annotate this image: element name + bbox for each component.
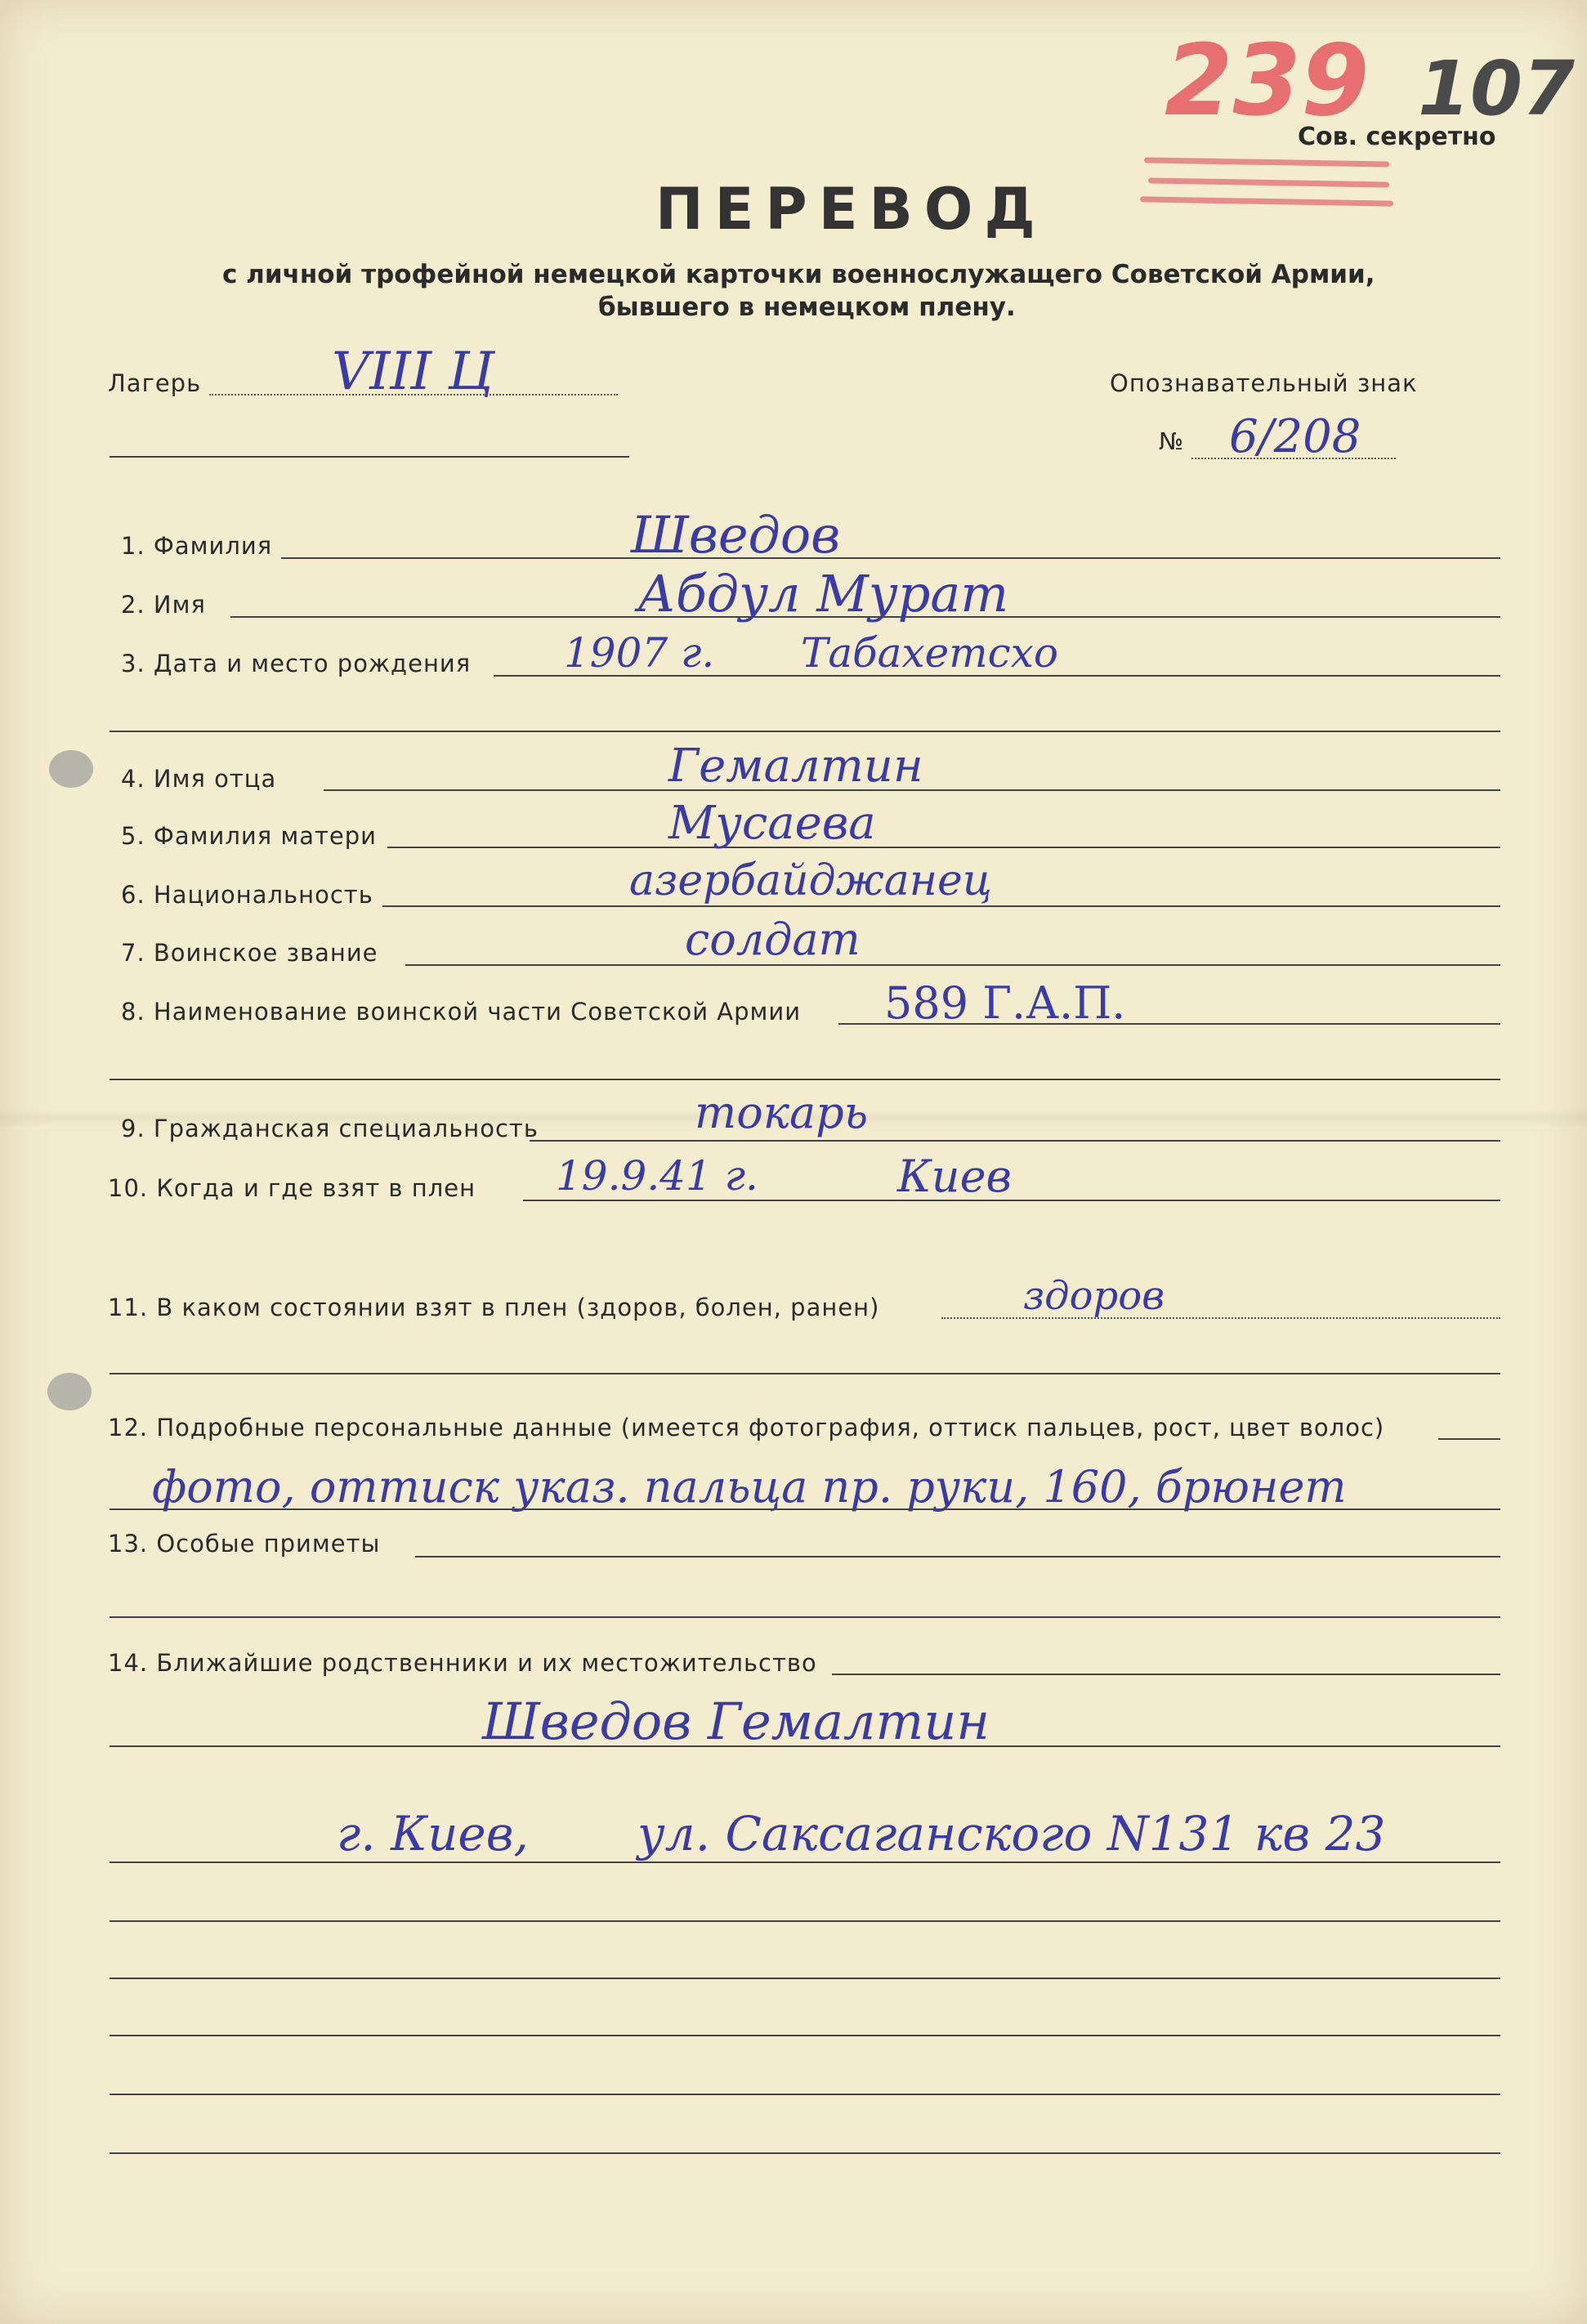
field-14-relative-name: Шведов Гемалтин	[482, 1692, 990, 1751]
archive-number-pencil: 107	[1418, 45, 1576, 132]
field-3-label: 3. Дата и место рождения	[121, 650, 472, 677]
field-6-label: 6. Национальность	[121, 881, 373, 909]
field-3-date: 1907 г.	[564, 629, 715, 677]
field-1-label: 1. Фамилия	[121, 532, 273, 560]
punch-hole-bottom	[47, 1373, 92, 1410]
field-13-line-2	[110, 1616, 1500, 1618]
camp-value: VIII Ц	[332, 342, 494, 402]
id-tag-number-prefix: №	[1159, 427, 1185, 455]
id-tag-value: 6/208	[1229, 410, 1361, 463]
field-1-line	[281, 557, 1500, 559]
field-9-label: 9. Гражданская специальность	[121, 1115, 539, 1142]
field-14-line-6	[110, 2035, 1500, 2036]
field-8-label: 8. Наименование воинской части Советской Армии	[121, 998, 802, 1026]
field-11-line-2	[110, 1373, 1500, 1374]
field-3-place: Табахетсхо	[801, 629, 1058, 677]
field-4-label: 4. Имя отца	[121, 765, 277, 793]
field-7-label: 7. Воинское звание	[121, 939, 378, 967]
field-14-address-city: г. Киев,	[337, 1806, 529, 1861]
field-14-label: 14. Ближайшие родственники и их местожительство	[108, 1649, 817, 1677]
field-13-line	[415, 1556, 1500, 1558]
field-12-value: фото, оттиск указ. пальца пр. руки, 160, брюнет	[152, 1461, 1347, 1513]
red-underline-3	[1140, 196, 1393, 206]
field-6-line	[382, 905, 1500, 907]
subtitle-line-2: бывшего в немецком плену.	[598, 293, 1016, 322]
red-underline-2	[1148, 177, 1389, 187]
field-9-value: токарь	[695, 1087, 869, 1138]
page-title: ПЕРЕВОД	[655, 176, 1047, 243]
field-14-line-8	[110, 2152, 1500, 2154]
field-14-line	[832, 1674, 1500, 1675]
field-5-line	[387, 847, 1500, 848]
secrecy-stamp: Сов. секретно	[1298, 123, 1496, 151]
field-10-place: Киев	[897, 1151, 1012, 1202]
field-7-value: солдат	[685, 914, 861, 965]
field-7-line	[405, 964, 1500, 966]
field-11-value: здоров	[1023, 1273, 1165, 1319]
field-12-line	[1438, 1438, 1500, 1440]
subtitle-line-1: с личной трофейной немецкой карточки военнослужащего Советской Армии,	[222, 260, 1375, 289]
field-14-line-7	[110, 2094, 1500, 2095]
camp-line-2	[110, 456, 629, 458]
camp-label: Лагерь	[108, 369, 202, 397]
archive-number-red: 239	[1165, 25, 1370, 138]
field-11-label: 11. В каком состоянии взят в плен (здоров, болен, ранен)	[108, 1294, 880, 1321]
field-2-value: Абдул Мурат	[637, 564, 1009, 623]
field-5-value: Мусаева	[668, 797, 876, 850]
id-tag-label: Опознавательный знак	[1110, 369, 1418, 397]
field-8-line-2	[110, 1079, 1500, 1080]
field-10-line	[523, 1200, 1500, 1201]
field-12-label: 12. Подробные персональные данные (имеется фотография, оттиск пальцев, рост, цвет волос)	[108, 1414, 1385, 1441]
field-10-label: 10. Когда и где взят в плен	[108, 1174, 476, 1202]
field-6-value: азербайджанец	[629, 856, 993, 905]
field-14-line-2	[110, 1745, 1500, 1747]
field-14-line-4	[110, 1920, 1500, 1922]
field-1-value: Шведов	[631, 505, 841, 565]
field-14-line-3	[110, 1861, 1500, 1863]
field-14-line-5	[110, 1978, 1500, 1979]
field-5-label: 5. Фамилия матери	[121, 822, 378, 850]
field-13-label: 13. Особые приметы	[108, 1530, 381, 1558]
field-9-line	[530, 1140, 1500, 1142]
field-14-address-street: ул. Саксаганского N131 кв 23	[637, 1806, 1386, 1861]
field-3-line-2	[110, 731, 1500, 732]
field-2-label: 2. Имя	[121, 591, 206, 619]
field-8-value: 589 Г.А.П.	[884, 977, 1126, 1029]
field-12-line-2	[110, 1508, 1500, 1510]
punch-hole-top	[49, 750, 93, 788]
red-underline-1	[1144, 157, 1389, 167]
field-10-date: 19.9.41 г.	[556, 1152, 758, 1200]
field-4-value: Гемалтин	[668, 740, 923, 793]
